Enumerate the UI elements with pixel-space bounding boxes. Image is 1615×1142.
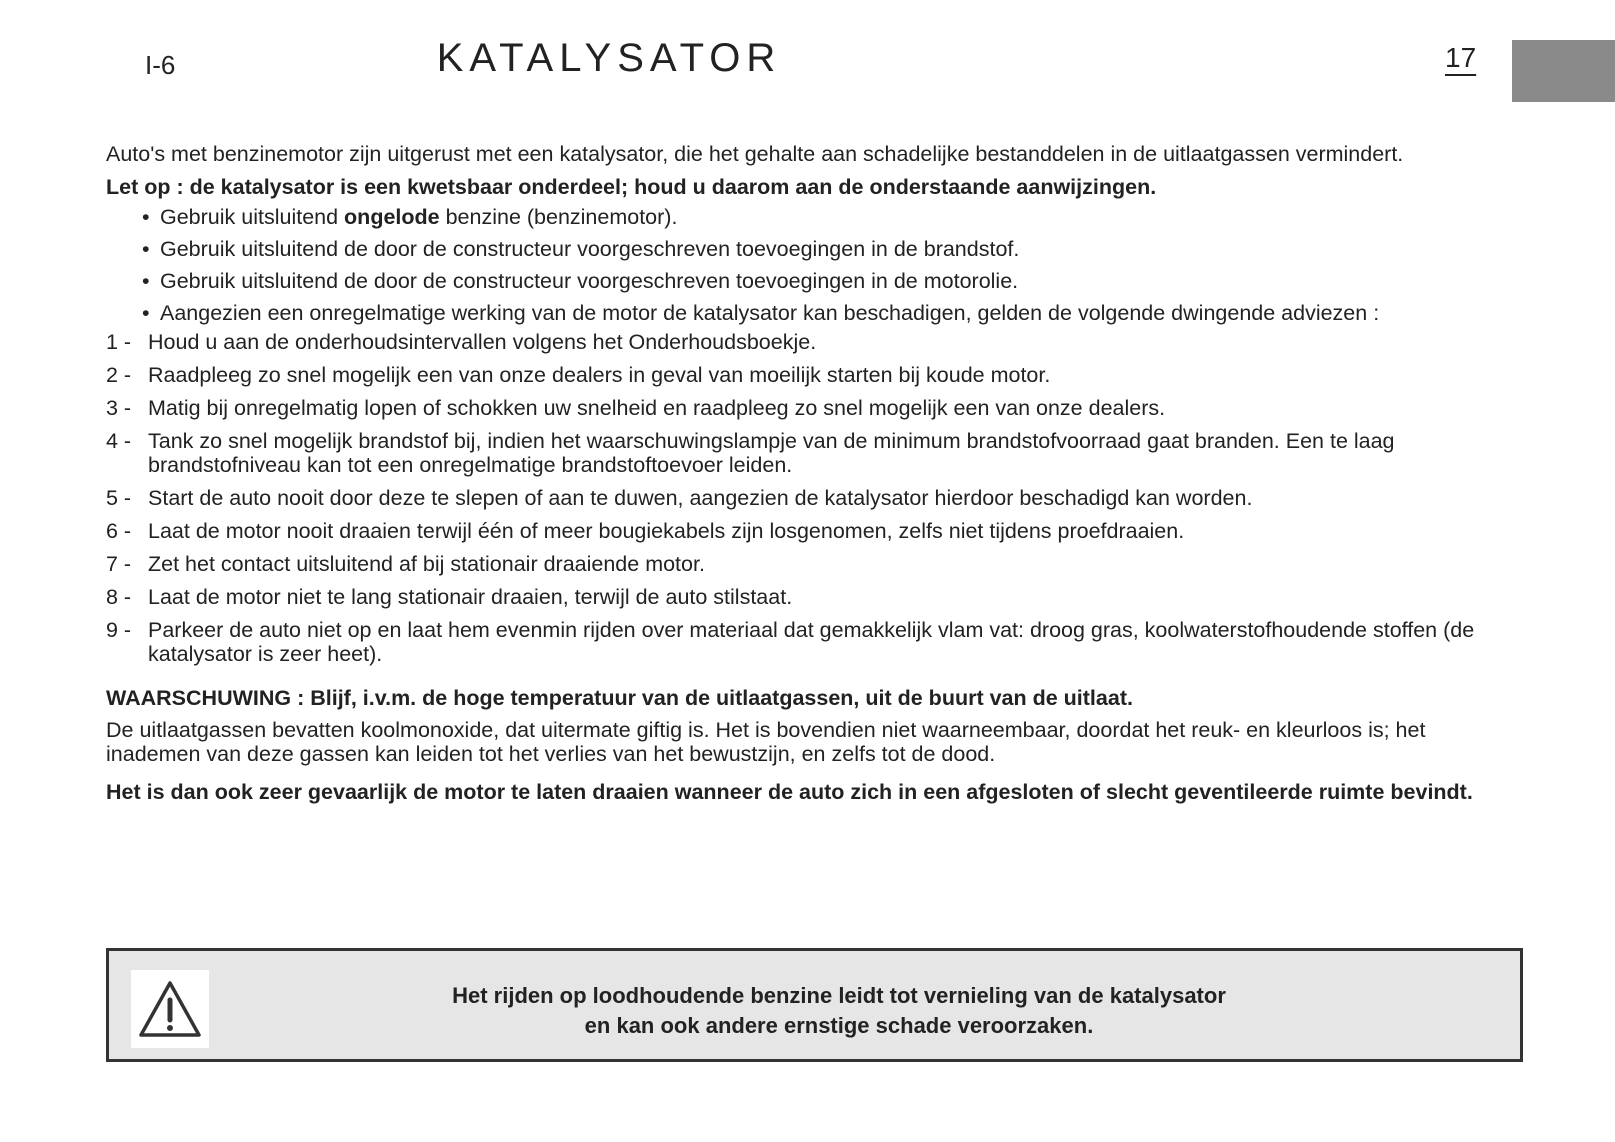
advice-item bbox=[106, 552, 1518, 576]
advice-item bbox=[106, 330, 1518, 354]
advice-text: Matig bij onregelmatig lopen of schokken uw snelheid en raadpleeg zo snel mogelijk een van onze dealers. bbox=[148, 396, 1166, 420]
chapter-tab bbox=[1512, 40, 1615, 102]
advice-text: Start de auto nooit door deze te slepen of aan te duwen, aangezien de katalysator hierdoor beschadigd kan worden. bbox=[148, 486, 1253, 510]
guideline-item bbox=[142, 205, 1518, 229]
advice-number: 5 - bbox=[106, 486, 132, 510]
lead-warning-line: en kan ook andere ernstige schade veroorzaken. bbox=[584, 1013, 1094, 1038]
advice-number: 1 - bbox=[106, 330, 132, 354]
advice-item bbox=[106, 519, 1518, 543]
guideline-text: Gebruik uitsluitend de door de constructeur voorgeschreven toevoegingen in de brandstof. bbox=[160, 237, 1020, 261]
advice-item bbox=[106, 618, 1518, 666]
guideline-item bbox=[142, 269, 1518, 293]
advice-number: 7 - bbox=[106, 552, 132, 576]
guideline-text: benzine (benzinemotor). bbox=[439, 205, 678, 229]
lead-warning-line: Het rijden op loodhoudende benzine leidt tot vernieling van de katalysator bbox=[452, 983, 1226, 1008]
advice-number: 2 - bbox=[106, 363, 132, 387]
advice-item bbox=[106, 585, 1518, 609]
guideline-text: Gebruik uitsluitend bbox=[160, 205, 345, 229]
warning-body: De uitlaatgassen bevatten koolmonoxide, dat uitermate giftig is. Het is bovendien niet waarneembaar, doordat het reuk- en kleurloos is; het inademen van deze gassen kan leiden tot het verlies van het bewustzijn, en zelfs tot de dood. bbox=[106, 718, 1426, 766]
advice-item bbox=[106, 429, 1518, 477]
advice-number: 3 - bbox=[106, 396, 132, 420]
lead-warning-text bbox=[339, 981, 1339, 1041]
advice-text: Tank zo snel mogelijk brandstof bij, indien het waarschuwingslampje van de minimum brandstofvoorraad gaat branden. Een te laag brandstofniveau kan tot een onregelmatige brandstoftoevoer leiden. bbox=[148, 429, 1395, 477]
guideline-item bbox=[142, 237, 1518, 261]
advice-item bbox=[106, 486, 1518, 510]
warning-heading: WAARSCHUWING : Blijf, i.v.m. de hoge temperatuur van de uitlaatgassen, uit de buurt van de uitlaat. bbox=[106, 686, 1133, 710]
advice-number: 6 - bbox=[106, 519, 132, 543]
advice-text: Zet het contact uitsluitend af bij stationair draaiende motor. bbox=[148, 552, 705, 576]
advice-item bbox=[106, 363, 1518, 387]
guideline-text: Aangezien een onregelmatige werking van de motor de katalysator kan beschadigen, gelden de volgende dwingende adviezen : bbox=[160, 301, 1380, 325]
advice-text: Laat de motor nooit draaien terwijl één of meer bougiekabels zijn losgenomen, zelfs niet tijdens proefdraaien. bbox=[148, 519, 1185, 543]
page-title: KATALYSATOR bbox=[436, 36, 782, 80]
intro-paragraph: Auto's met benzinemotor zijn uitgerust met een katalysator, die het gehalte aan schadelijke bestanddelen in de uitlaatgassen vermindert. bbox=[106, 142, 1404, 166]
guideline-list bbox=[106, 205, 1518, 325]
lead-warning-box bbox=[106, 948, 1523, 1062]
page-number: 17 bbox=[1445, 42, 1477, 73]
guideline-text: Gebruik uitsluitend de door de constructeur voorgeschreven toevoegingen in de motorolie. bbox=[160, 269, 1019, 293]
guideline-item bbox=[142, 301, 1518, 325]
advice-number: 9 - bbox=[106, 618, 132, 642]
advice-text: Houd u aan de onderhoudsintervallen volgens het Onderhoudsboekje. bbox=[148, 330, 817, 354]
section-code: I-6 bbox=[145, 50, 176, 80]
advice-text: Laat de motor niet te lang stationair draaien, terwijl de auto stilstaat. bbox=[148, 585, 793, 609]
advice-number: 8 - bbox=[106, 585, 132, 609]
warning-triangle-icon bbox=[131, 970, 209, 1048]
advice-number: 4 - bbox=[106, 429, 132, 453]
advice-text: Parkeer de auto niet op en laat hem evenmin rijden over materiaal dat gemakkelijk vlam vat: droog gras, koolwaterstofhoudende stoffen (de katalysator is zeer heet). bbox=[148, 618, 1475, 666]
main-content bbox=[106, 142, 1518, 804]
advice-item bbox=[106, 396, 1518, 420]
advice-text: Raadpleeg zo snel mogelijk een van onze dealers in geval van moeilijk starten bij koude motor. bbox=[148, 363, 1051, 387]
warning-final: Het is dan ook zeer gevaarlijk de motor te laten draaien wanneer de auto zich in een afgesloten of slecht geventileerde ruimte bevindt. bbox=[106, 780, 1473, 804]
guideline-emphasis: ongelode bbox=[344, 205, 440, 229]
advice-list bbox=[106, 330, 1518, 666]
lead-paragraph: Let op : de katalysator is een kwetsbaar onderdeel; houd u daarom aan de onderstaande aanwijzingen. bbox=[106, 175, 1157, 199]
